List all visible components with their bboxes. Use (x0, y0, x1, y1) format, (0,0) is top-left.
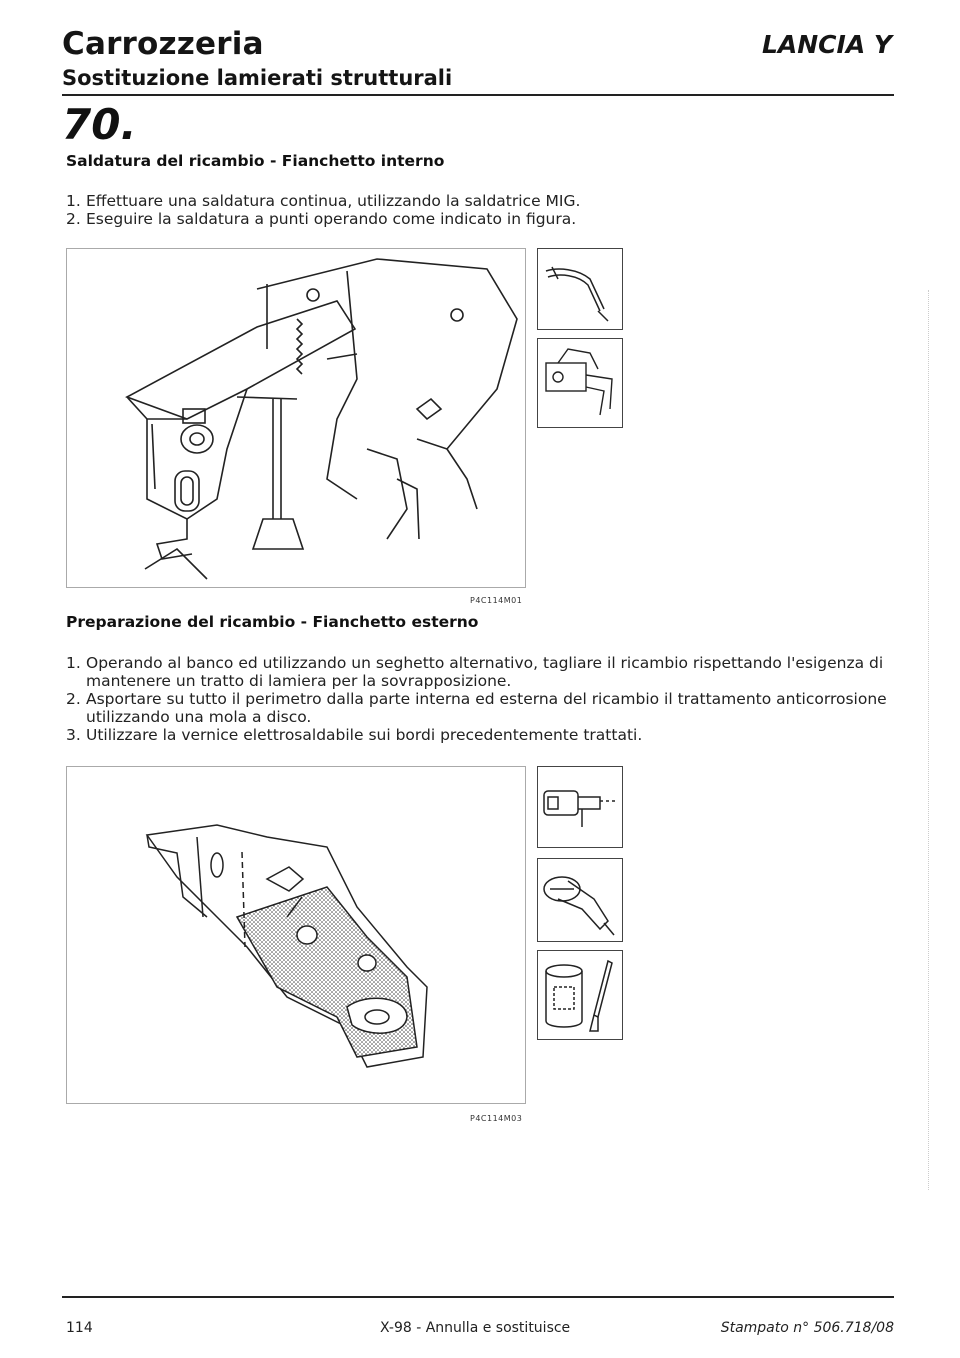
step-item: 2. Asportare su tutto il perimetro dalla parte interna ed esterna del ricambio il trattamento anticorrosione utilizzando una mola a disco. (66, 690, 887, 726)
spot-welder-icon (537, 338, 623, 428)
step-item: 2. Eseguire la saldatura a punti operando come indicato in figura. (66, 210, 577, 228)
section-heading-preparazione: Preparazione del ricambio - Fianchetto esterno (66, 613, 479, 631)
step-item: 3. Utilizzare la vernice elettrosaldabile sui bordi precedentemente trattati. (66, 726, 643, 744)
header-divider (62, 94, 894, 96)
footer-center-note: X-98 - Annulla e sostituisce (380, 1320, 571, 1336)
section-number: 70. (62, 100, 137, 149)
disc-grinder-icon (537, 858, 623, 942)
page-header-subtitle: Sostituzione lamierati strutturali (62, 66, 453, 90)
brand-logo: LANCIA Y (761, 30, 892, 59)
paint-can-brush-icon (537, 950, 623, 1040)
page-header-title: Carrozzeria (62, 26, 264, 62)
figure-fianchetto-interno (66, 248, 526, 588)
footer-print-reference: Stampato n° 506.718/08 (720, 1320, 894, 1336)
figure-fianchetto-esterno (66, 766, 526, 1104)
figure-code: P4C114M03 (470, 1114, 523, 1123)
fianchetto-interno-drawing (67, 249, 525, 587)
section1-steps (66, 192, 846, 228)
mig-welder-torch-icon (537, 248, 623, 330)
section-heading-saldatura: Saldatura del ricambio - Fianchetto interno (66, 152, 445, 170)
section2-steps (66, 654, 896, 744)
margin-dotted-line (928, 290, 929, 1190)
step-item: 1. Effettuare una saldatura continua, utilizzando la saldatrice MIG. (66, 192, 581, 210)
step-item: 1. Operando al banco ed utilizzando un seghetto alternativo, tagliare il ricambio rispettando l'esigenza di mantenere un tratto di lamiera per la sovrapposizione. (66, 654, 884, 690)
footer-divider (62, 1296, 894, 1298)
fianchetto-esterno-drawing (67, 767, 525, 1103)
jigsaw-icon (537, 766, 623, 848)
page-number: 114 (66, 1320, 93, 1336)
figure-code: P4C114M01 (470, 596, 523, 605)
